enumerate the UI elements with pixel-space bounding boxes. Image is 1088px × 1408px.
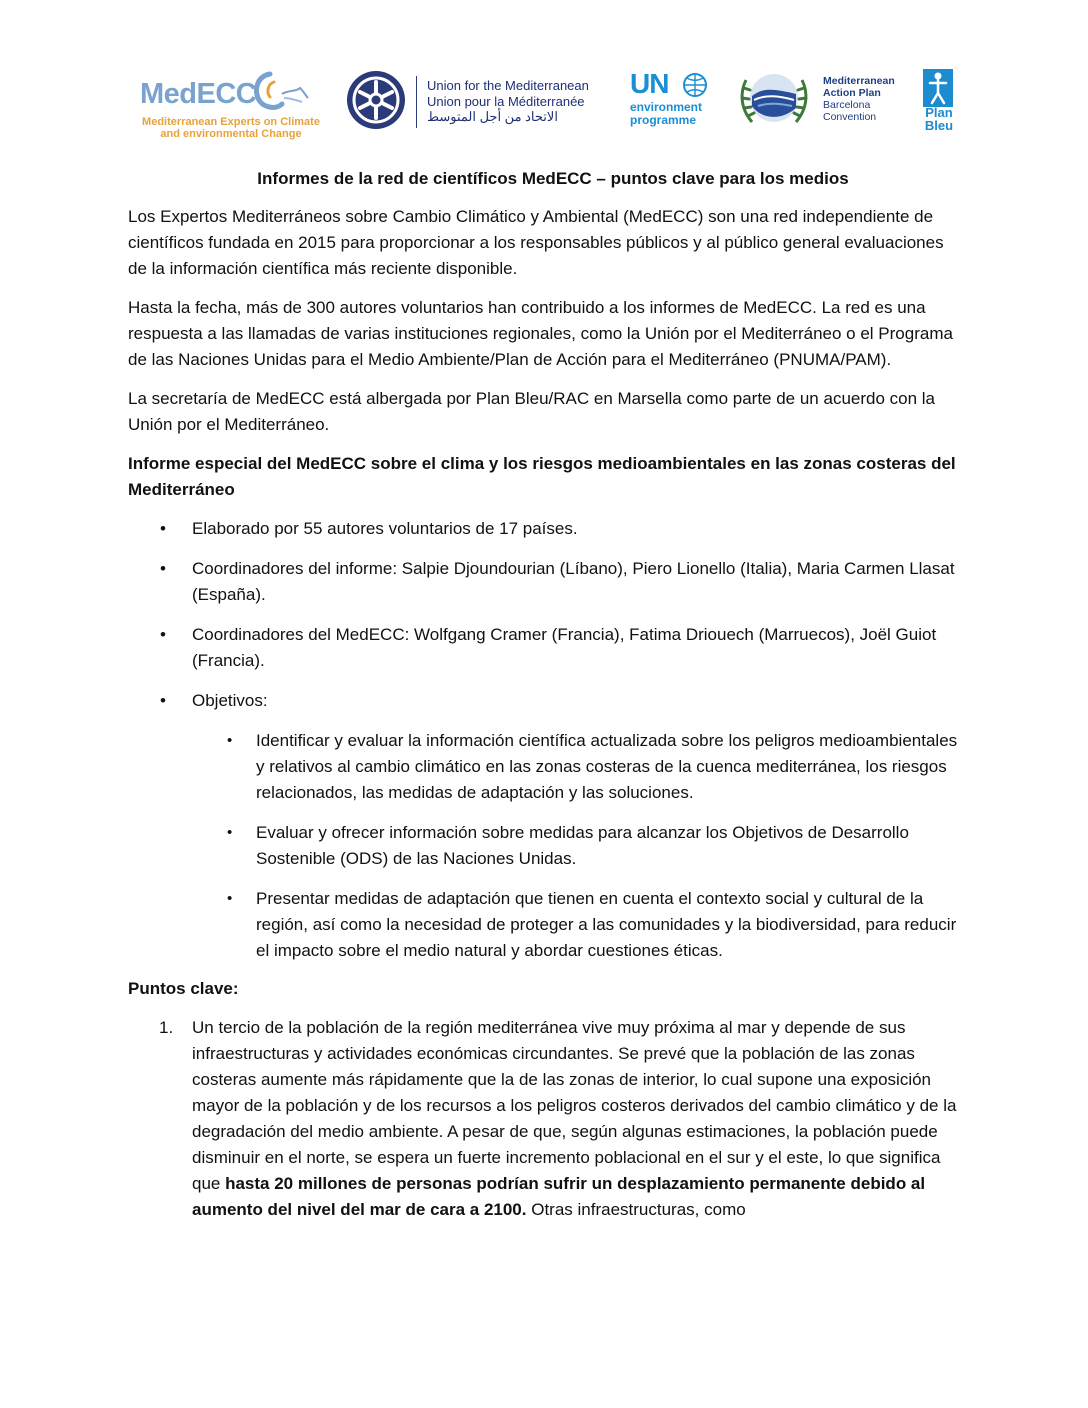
ufm-logo-text: Union for the Mediterranean Union pour la Méditerranée الاتحاد من أجل المتوسط	[427, 78, 589, 124]
bullet-item: • Elaborado por 55 autores voluntarios de 17 países.	[192, 516, 962, 542]
logo-strip	[128, 62, 960, 142]
document-title: Informes de la red de científicos MedECC – puntos clave para los medios	[257, 169, 849, 188]
ufm-emblem-icon	[346, 70, 406, 130]
intro-paragraph-1: Los Expertos Mediterráneos sobre Cambio Climático y Ambiental (MedECC) son una red independiente de científicos fundada en 2015 para proporcionar a los responsables públicos y al público general evaluaciones de la información científica más reciente disponible.	[128, 207, 944, 278]
report-bullet-list	[128, 516, 962, 964]
map-barcelona-logo	[736, 66, 906, 136]
key-point-highlight: hasta 20 millones de personas podrían sufrir un desplazamiento permanente debido al aumento del nivel del mar de cara a 2100.	[192, 1174, 926, 1219]
medecc-logo-subtitle: Mediterranean Experts on Climate and environmental Change	[142, 116, 320, 140]
medecc-logo	[140, 66, 320, 140]
key-points-heading: Puntos clave:	[128, 979, 239, 998]
intro-paragraph-2: Hasta la fecha, más de 300 autores voluntarios han contribuido a los informes de MedECC. La red es una respuesta a las llamadas de varias instituciones regionales, como la Unión por el Mediterráneo o el Programa de las Naciones Unidas para el Medio Ambiente/Plan de Acción para el Mediterráneo (PNUMA/PAM).	[128, 298, 953, 369]
ufm-logo	[346, 70, 606, 134]
objective-item: • Identificar y evaluar la información científica actualizada sobre los peligros medioambientales y relativos al cambio climático en las zonas costeras de la cuenca mediterránea, los riesgos relacionados, las medidas de adaptación y las soluciones.	[256, 728, 962, 806]
map-laurel-emblem-icon	[736, 66, 812, 132]
plan-bleu-logo-text: Plan Bleu	[924, 105, 954, 133]
objectives-list	[192, 728, 962, 964]
objective-item: • Presentar medidas de adaptación que tienen en cuenta el contexto social y cultural de la región, así como la necesidad de proteger a las comunidades y la biodiversidad, para reducir el impacto sobre el medio natural y abordar cuestiones éticas.	[256, 886, 962, 964]
unep-logo	[630, 68, 716, 134]
plan-bleu-figure-icon	[923, 69, 953, 107]
key-point-number: 1.	[159, 1018, 174, 1037]
bullet-item-objectives	[192, 688, 962, 964]
key-point-item	[159, 1015, 962, 1223]
bullet-item: • Coordinadores del MedECC: Wolfgang Cramer (Francia), Fatima Driouech (Marruecos), Joël Guiot (Francia).	[192, 622, 962, 674]
key-point-text-continued: Otras infraestructuras, como	[526, 1200, 746, 1219]
key-point-text: Un tercio de la población de la región mediterránea vive muy próxima al mar y depende de sus infraestructuras y actividades económicas circundantes. Se prevé que la población de las zonas costeras aumente más rápidamente que la de las zonas de interior, lo cual supone una exposición mayor de la población y de los recursos a los peligros costeros derivados del cambio climático y de la degradación del medio ambiente. A pesar de que, según algunas estimaciones, la población puede disminuir en el norte, se espera un fuerte incremento poblacional en el sur y el este, lo que significa que	[192, 1018, 957, 1193]
objectives-label: Objetivos:	[192, 691, 268, 710]
ufm-divider	[416, 76, 417, 128]
bullet-item: • Coordinadores del informe: Salpie Djoundourian (Líbano), Piero Lionello (Italia), Maria Carmen Llasat (España).	[192, 556, 962, 608]
unep-logo-subtitle: environment programme	[630, 100, 703, 127]
plan-bleu-logo	[920, 66, 960, 132]
medecc-swirl-icon	[248, 68, 310, 116]
section-heading: Informe especial del MedECC sobre el clima y los riesgos medioambientales en las zonas costeras del Mediterráneo	[128, 454, 956, 499]
key-points-list	[128, 1015, 962, 1223]
medecc-logo-wordmark: MedECC	[140, 78, 257, 110]
un-globe-icon	[682, 72, 708, 98]
unep-logo-un: UN	[630, 68, 669, 99]
document-body	[128, 166, 962, 1237]
objective-item: • Evaluar y ofrecer información sobre medidas para alcanzar los Objetivos de Desarrollo Sostenible (ODS) de las Naciones Unidas.	[256, 820, 962, 872]
map-logo-text: Mediterranean Action Plan Barcelona Convention	[823, 75, 895, 123]
intro-paragraph-3: La secretaría de MedECC está albergada por Plan Bleu/RAC en Marsella como parte de un acuerdo con la Unión por el Mediterráneo.	[128, 389, 936, 434]
